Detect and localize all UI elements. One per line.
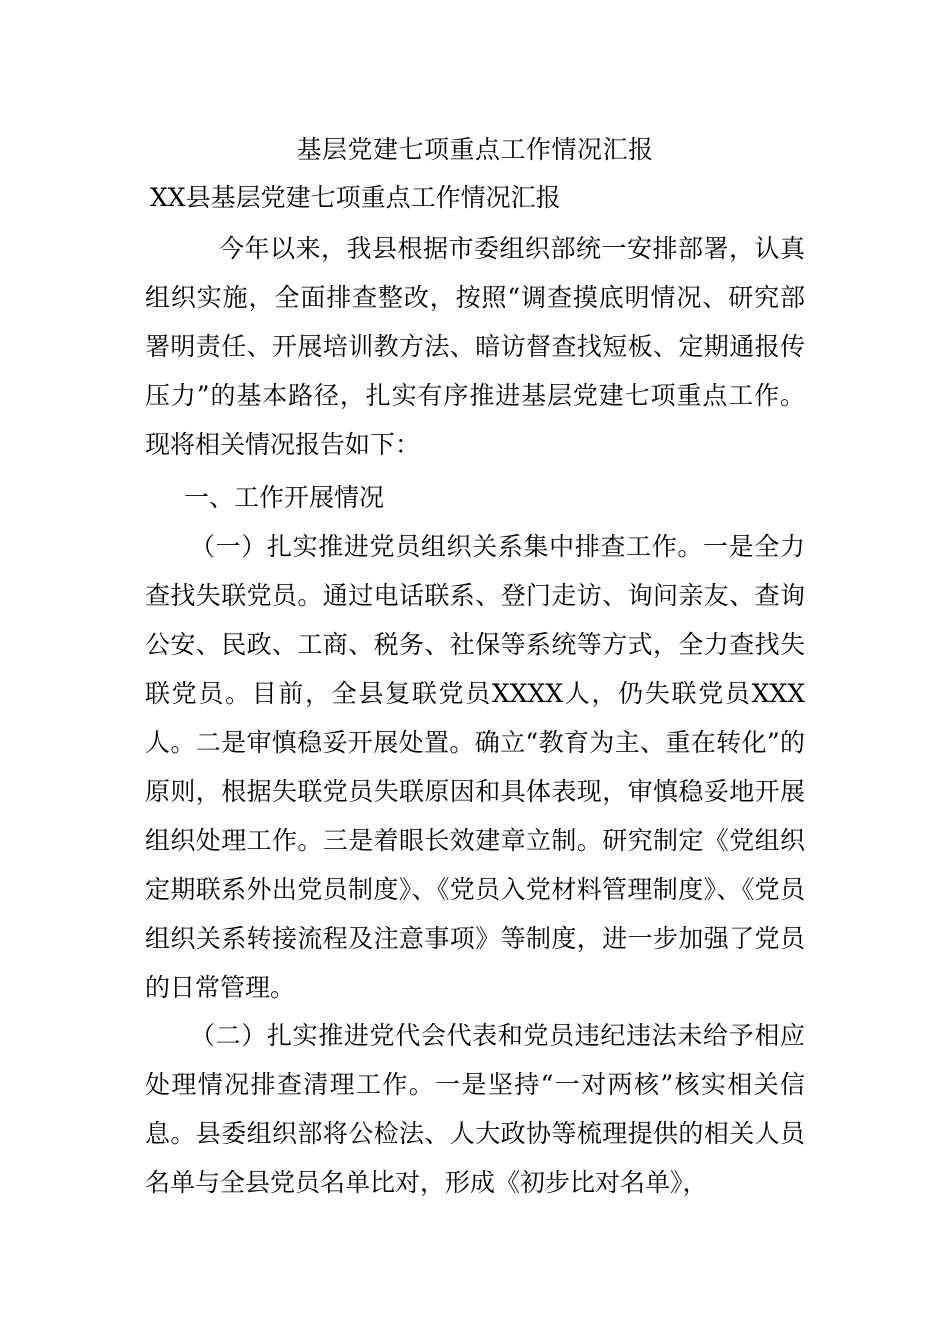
document-title: 基层党建七项重点工作情况汇报 bbox=[296, 135, 654, 164]
section-heading-work-progress: 一、工作开展情况 bbox=[184, 483, 385, 512]
section-1-paragraph: （一）扎实推进党员组织关系集中排查工作。一是全力查找失联党员。通过电话联系、登门走访、询问亲友、查询公安、民政、工商、税务、社保等系统等方式，全力查找失联党员。目前，全县复联党员XXXX人，仍失联党员XXX人。二是审慎稳妥开展处置。确立“教育为主、重在转化”的原则，根据失联党员失联原因和具体表现，审慎稳妥地开展组织处理工作。三是着眼长效建章立制。研究制定《党组织定期联系外出党员制度》、《党员入党材料管理制度》、《党员组织关系转接流程及注意事项》等制度，进一步加强了党员的日常管理。 bbox=[145, 532, 805, 1002]
intro-paragraph: 今年以来，我县根据市委组织部统一安排部署，认真组织实施，全面排查整改，按照“调查摸底明情况、研究部署明责任、开展培训教方法、暗访督查找短板、定期通报传压力”的基本路径，扎实有序推进基层党建七项重点工作。现将相关情况报告如下： bbox=[145, 234, 805, 459]
section-2-paragraph: （二）扎实推进党代会代表和党员违纪违法未给予相应处理情况排查清理工作。一是坚持“一对两核”核实相关信息。县委组织部将公检法、人大政协等梳理提供的相关人员名单与全县党员名单比对，形成《初步比对名单》， bbox=[145, 1021, 805, 1197]
document-subtitle: XX县基层党建七项重点工作情况汇报 bbox=[150, 183, 561, 212]
